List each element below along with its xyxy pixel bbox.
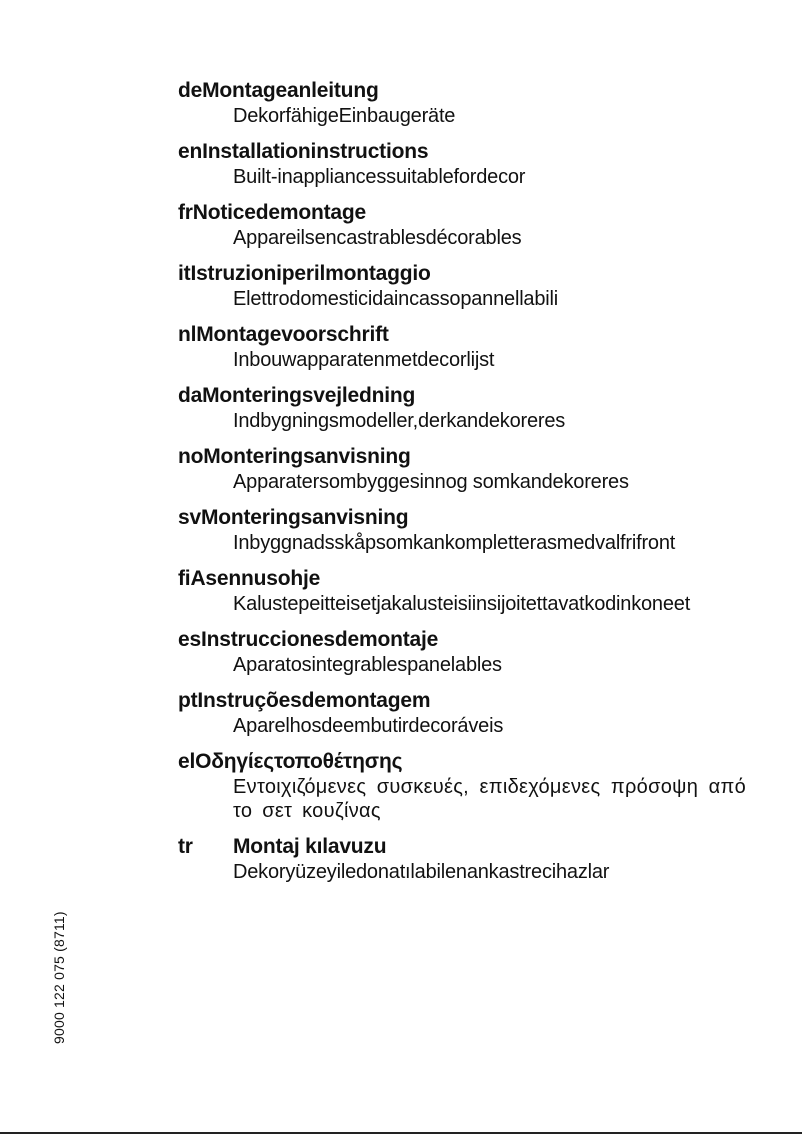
entry-subtitle: Aparelhosdeembutirdecoráveis: [233, 715, 504, 737]
language-code: fi: [178, 567, 191, 590]
language-code: fr: [178, 201, 193, 224]
language-code: nl: [178, 323, 197, 346]
bottom-divider: [0, 1132, 802, 1134]
language-code: el: [178, 750, 196, 773]
entry-pt: [178, 688, 778, 738]
language-list: [178, 78, 778, 884]
entry-subtitle: DekorfähigeEinbaugeräte: [233, 105, 456, 127]
entry-title: Montaj kılavuzu: [233, 835, 387, 858]
language-code: it: [178, 262, 191, 285]
document-code: 9000 122 075 (8711): [51, 911, 67, 1044]
entry-heading: [178, 749, 778, 775]
entry-nl: [178, 322, 778, 372]
entry-heading: [178, 566, 778, 592]
entry-fi: [178, 566, 778, 616]
entry-title: Montagevoorschrift: [196, 323, 389, 346]
entry-title: Monteringsvejledning: [202, 384, 416, 407]
language-code: de: [178, 79, 203, 102]
language-code: tr: [178, 835, 193, 858]
entry-sv: [178, 505, 778, 555]
language-code: en: [178, 140, 203, 163]
entry-heading: [178, 627, 778, 653]
entry-da: [178, 383, 778, 433]
entry-subtitle: Appareilsencastrablesdécorables: [233, 227, 522, 249]
entry-el: [178, 749, 778, 823]
entry-title: Monteringsanvisning: [200, 506, 409, 529]
language-code: pt: [178, 689, 198, 712]
entry-title: Monteringsanvisning: [203, 445, 411, 468]
entry-subtitle: Inbyggnadsskåpsomkankompletterasmedvalfrifront: [233, 532, 676, 554]
entry-title: Noticedemontage: [192, 201, 366, 224]
entry-heading: [178, 78, 778, 104]
entry-subtitle: Dekoryüzeyiledonatılabilenankastrecihazlar: [233, 861, 610, 883]
entry-title: Οδηγίεςτοποθέτησης: [195, 750, 403, 773]
entry-subtitle: Εντοιχιζόμενες συσκευές, επιδεχόμενες πρόσοψη από το σετ κουζίνας: [233, 776, 746, 822]
entry-title: Instruccionesdemontaje: [200, 628, 439, 651]
entry-title: Asennusohje: [190, 567, 321, 590]
entry-fr: [178, 200, 778, 250]
entry-subtitle: Aparatosintegrablespanelables: [233, 654, 502, 676]
entry-de: [178, 78, 778, 128]
entry-heading: [178, 444, 778, 470]
entry-heading: [178, 261, 778, 287]
entry-subtitle: Apparatersombyggesinnog somkandekoreres: [233, 471, 629, 493]
entry-subtitle: Kalustepeitteisetjakalusteisiinsijoitettavatkodinkoneet: [233, 593, 691, 615]
entry-heading: [178, 322, 778, 348]
entry-title: Installationinstructions: [202, 140, 429, 163]
entry-heading: [178, 200, 778, 226]
entry-heading: [178, 688, 778, 714]
entry-subtitle: Inbouwapparatenmetdecorlijst: [233, 349, 495, 371]
entry-heading: [178, 139, 778, 165]
entry-it: [178, 261, 778, 311]
entry-subtitle: Indbygningsmodeller,derkandekoreres: [233, 410, 566, 432]
language-code: es: [178, 628, 201, 651]
entry-title: Instruçõesdemontagem: [197, 689, 431, 712]
language-code: no: [178, 445, 204, 468]
entry-subtitle: Built-inappliancessuitablefordecor: [233, 166, 526, 188]
entry-en: [178, 139, 778, 189]
language-code: sv: [178, 506, 201, 529]
entry-no: [178, 444, 778, 494]
entry-heading: [178, 834, 778, 860]
entry-title: Montageanleitung: [202, 79, 379, 102]
entry-tr: [178, 834, 778, 884]
entry-title: Istruzioniperilmontaggio: [190, 262, 431, 285]
entry-heading: [178, 505, 778, 531]
entry-es: [178, 627, 778, 677]
language-code: da: [178, 384, 203, 407]
entry-heading: [178, 383, 778, 409]
entry-subtitle: Elettrodomesticidaincassopannellabili: [233, 288, 559, 310]
